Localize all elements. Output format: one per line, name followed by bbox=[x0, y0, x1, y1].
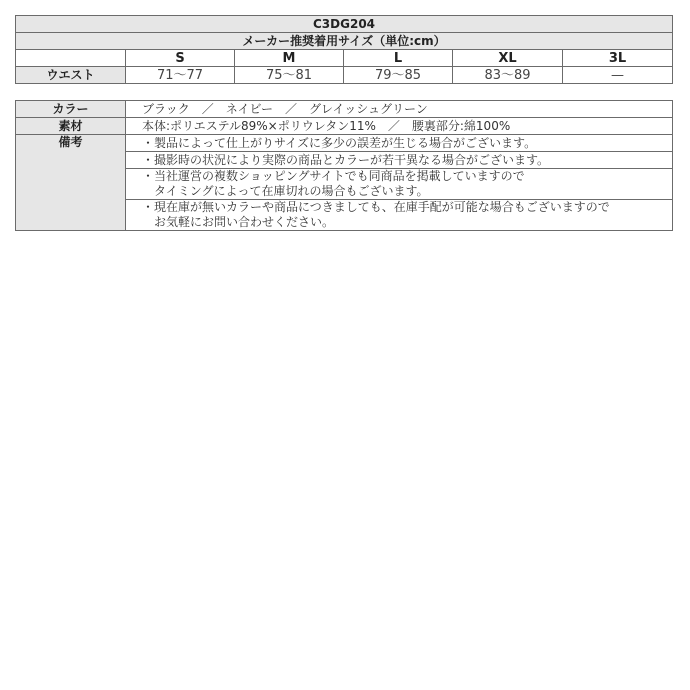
size-header-empty bbox=[16, 50, 126, 67]
note-line: ・撮影時の状況により実際の商品とカラーが若干異なる場合がございます。 bbox=[142, 152, 550, 167]
product-info-table bbox=[15, 100, 673, 231]
waist-value-l: 79～85 bbox=[344, 67, 453, 84]
waist-value-3l: — bbox=[563, 67, 673, 84]
waist-label: ウエスト bbox=[16, 67, 126, 84]
waist-value-m: 75～81 bbox=[235, 67, 344, 84]
size-header-s: S bbox=[126, 50, 235, 67]
material-label: 素材 bbox=[16, 118, 126, 135]
size-chart-subtitle: メーカー推奨着用サイズ（単位:cm） bbox=[16, 33, 673, 50]
size-header-l: L bbox=[344, 50, 453, 67]
product-code: C3DG204 bbox=[16, 16, 673, 33]
notes-label: 備考 bbox=[16, 135, 126, 231]
note-item bbox=[126, 152, 673, 169]
note-item bbox=[126, 169, 673, 200]
note-line: お気軽にお問い合わせください。 bbox=[142, 215, 335, 229]
waist-value-xl: 83～89 bbox=[453, 67, 563, 84]
color-label: カラー bbox=[16, 101, 126, 118]
note-line: ・現在庫が無いカラーや商品につきましても、在庫手配が可能な場合もございますので bbox=[142, 200, 610, 214]
note-line: タイミングによって在庫切れの場合もございます。 bbox=[142, 184, 429, 198]
material-value: 本体:ポリエステル89%×ポリウレタン11% ／ 腰裏部分:綿100% bbox=[126, 118, 673, 135]
color-value: ブラック ／ ネイビー ／ グレイッシュグリーン bbox=[126, 101, 673, 118]
note-line: ・当社運営の複数ショッピングサイトでも同商品を掲載していますので bbox=[142, 169, 525, 183]
waist-value-s: 71～77 bbox=[126, 67, 235, 84]
notes-row bbox=[16, 135, 673, 152]
note-line: ・製品によって仕上がりサイズに多少の誤差が生じる場合がございます。 bbox=[142, 135, 537, 150]
size-chart-table bbox=[15, 15, 673, 84]
size-header-3l: 3L bbox=[563, 50, 673, 67]
note-item bbox=[126, 135, 673, 152]
note-item bbox=[126, 200, 673, 231]
size-header-xl: XL bbox=[453, 50, 563, 67]
size-header-m: M bbox=[235, 50, 344, 67]
